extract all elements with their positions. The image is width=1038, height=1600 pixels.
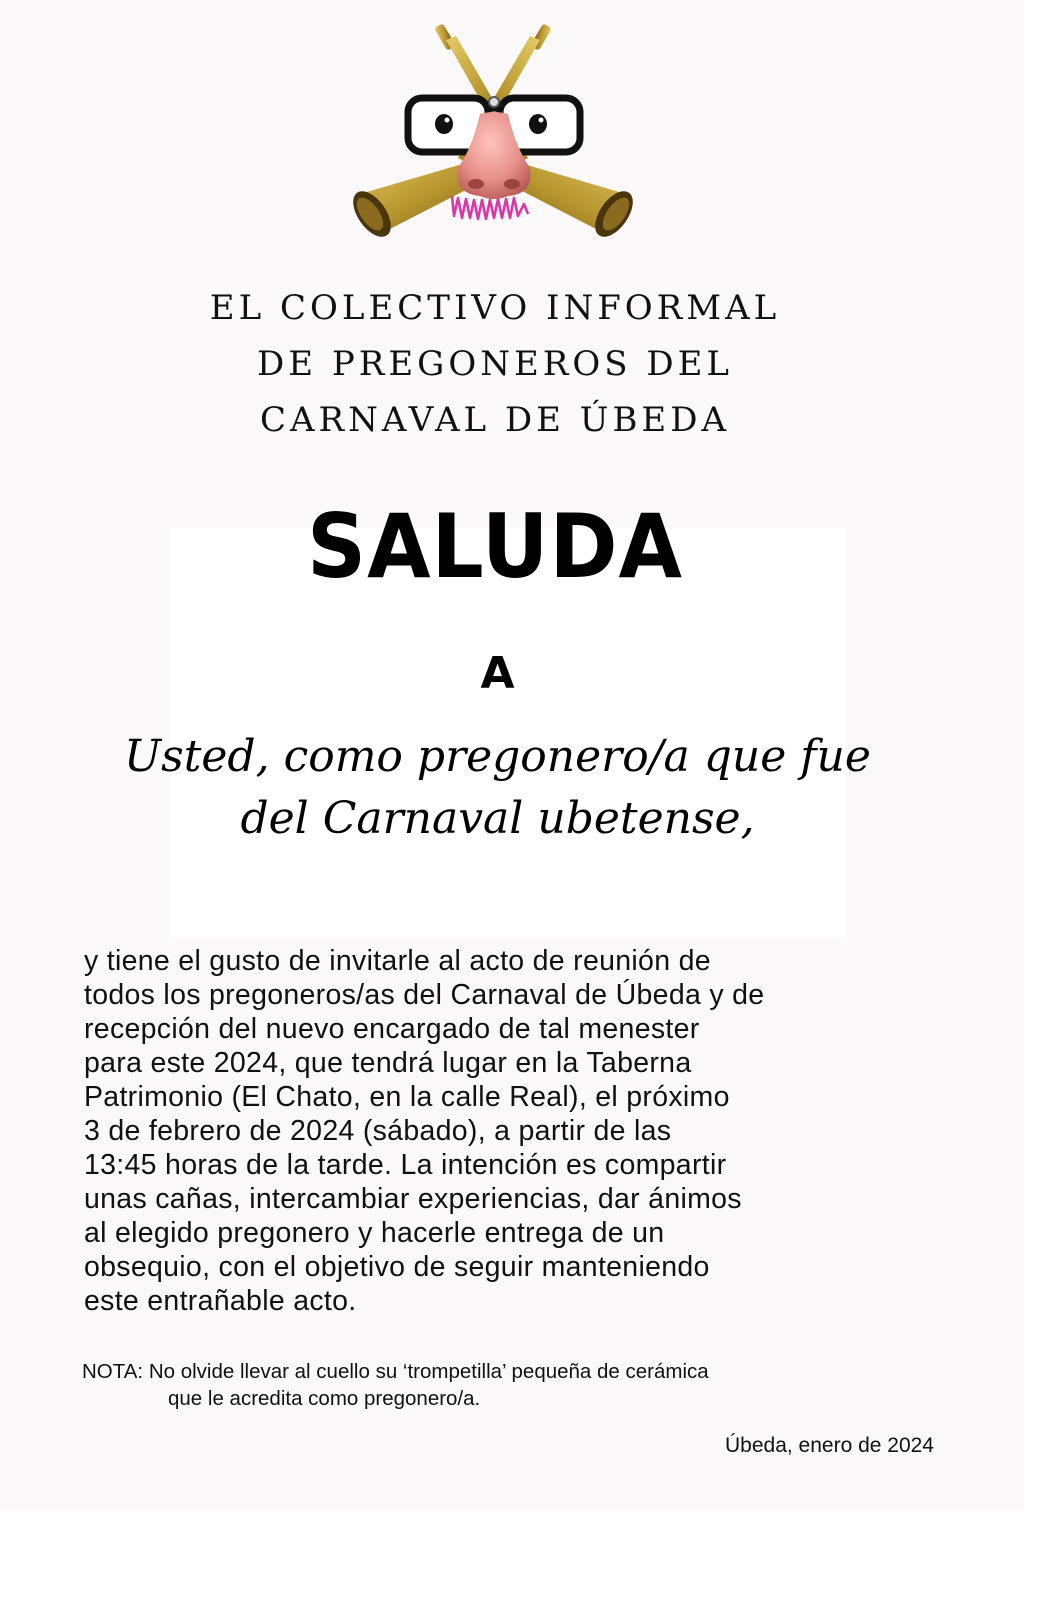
collective-heading xyxy=(0,280,990,448)
body-line-10: obsequio, con el objetivo de seguir manteniendo xyxy=(84,1251,710,1283)
note-line-1: NOTA: No olvide llevar al cuello su ‘trompetilla’ pequeña de cerámica xyxy=(82,1360,709,1383)
invitation-body xyxy=(84,944,984,1318)
collective-line-3: CARNAVAL DE ÚBEDA xyxy=(259,400,731,440)
mustache-icon xyxy=(452,196,528,219)
body-line-2: todos los pregoneros/as del Carnaval de Úbeda y de xyxy=(84,979,765,1011)
body-line-8: unas cañas, intercambiar experiencias, dar ánimos xyxy=(84,1183,742,1215)
date-line: Úbeda, enero de 2024 xyxy=(724,1434,934,1457)
body-line-7: 13:45 horas de la tarde. La intención es compartir xyxy=(84,1149,727,1181)
collective-line-2: DE PREGONEROS DEL xyxy=(256,344,734,384)
collective-line-1: EL COLECTIVO INFORMAL xyxy=(209,288,781,328)
note xyxy=(82,1358,962,1412)
body-line-9: al elegido pregonero y hacerle entrega de un xyxy=(84,1217,665,1249)
recipient-line-2: del Carnaval ubetense, xyxy=(240,793,755,844)
carnival-logo-icon xyxy=(348,18,638,254)
body-line-11: este entrañable acto. xyxy=(84,1285,357,1317)
connector-text: A xyxy=(480,648,515,699)
recipient-line-1: Usted, como pregonero/a que fue xyxy=(124,731,871,782)
page-title: SALUDA xyxy=(307,496,683,599)
body-line-3: recepción del nuevo encargado de tal menester xyxy=(84,1013,700,1045)
note-line-2: que le acredita como pregonero/a. xyxy=(168,1387,481,1410)
body-line-6: 3 de febrero de 2024 (sábado), a partir de las xyxy=(84,1115,672,1147)
body-line-5: Patrimonio (El Chato, en la calle Real), el próximo xyxy=(84,1081,730,1113)
body-line-4: para este 2024, que tendrá lugar en la Taberna xyxy=(84,1047,692,1079)
body-line-1: y tiene el gusto de invitarle al acto de reunión de xyxy=(84,945,711,977)
recipient-text xyxy=(0,726,995,850)
